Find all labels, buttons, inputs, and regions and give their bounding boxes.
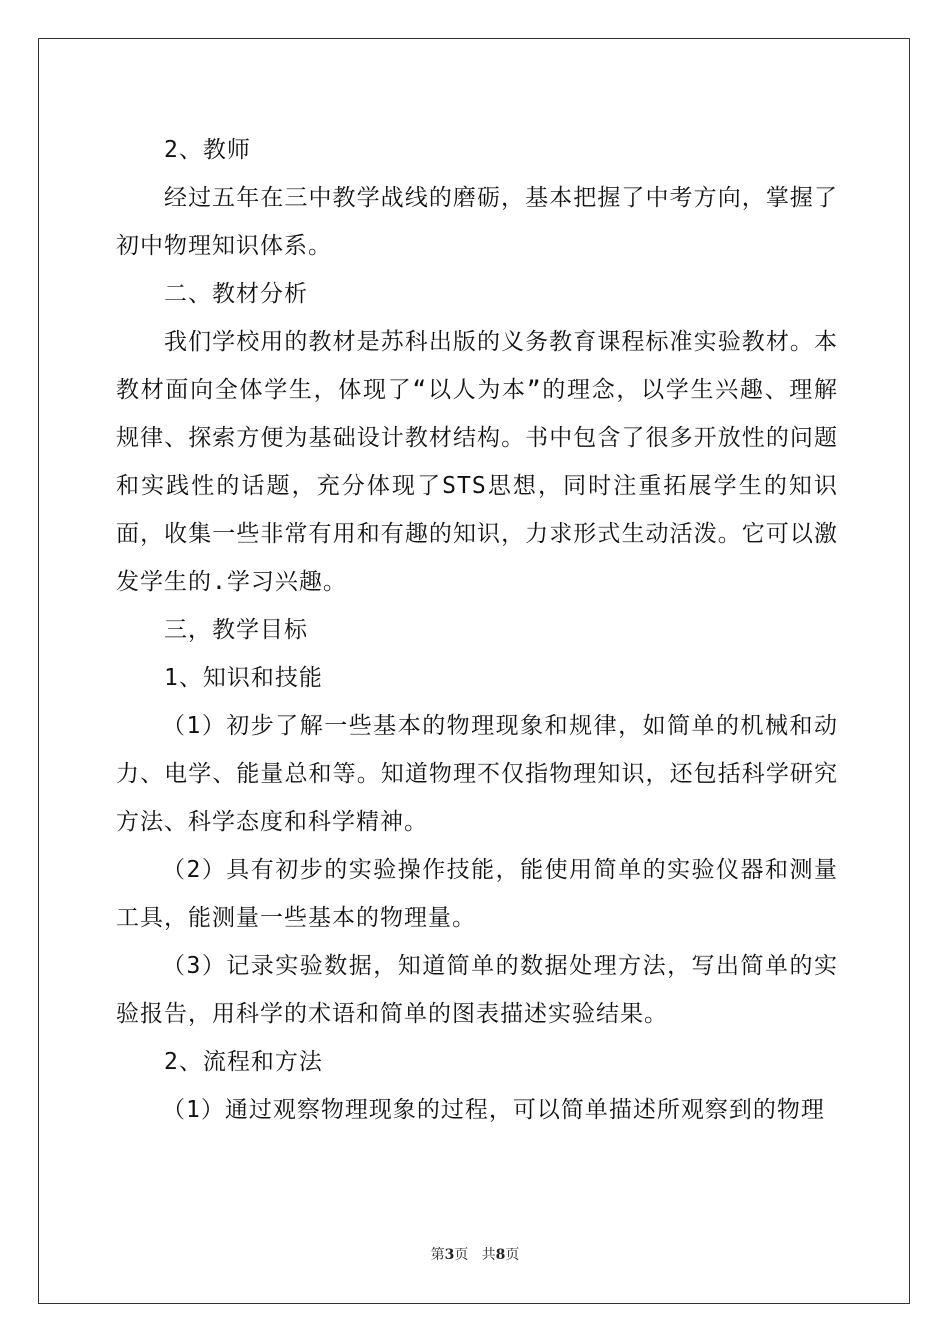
- footer-total-pages: 8: [495, 1247, 506, 1263]
- heading-process-methods: 2、流程和方法: [164, 1049, 323, 1075]
- list-item-process-1: （1）通过观察物理现象的过程，可以简单描述所观察到的物理: [162, 1097, 825, 1123]
- footer-middle: 页 共: [454, 1247, 496, 1263]
- page-footer: [0, 1244, 950, 1264]
- paragraph-textbook-description: 我们学校用的教材是苏科出版的义务教育课程标准实验教材。本教材面向全体学生，体现了“以人为本”的理念，以学生兴趣、理解规律、探索方便为基础设计教材结构。书中包含了很多开放性的问题和实践性的话题，充分体现了STS思想，同时注重拓展学生的知识面，收集一些非常有用和有趣的知识，力求形式生动活泼。它可以激发学生的.学习兴趣。: [116, 329, 838, 595]
- heading-knowledge-skills: 1、知识和技能: [164, 665, 323, 691]
- paragraph-teacher-experience: 经过五年在三中教学战线的磨砺，基本把握了中考方向，掌握了初中物理知识体系。: [116, 185, 838, 259]
- heading-teacher: 2、教师: [164, 137, 251, 163]
- list-item-goal-3: （3）记录实验数据，知道简单的数据处理方法，写出简单的实验报告，用科学的术语和简单的图表描述实验结果。: [116, 953, 838, 1027]
- footer-current-page: 3: [444, 1247, 455, 1263]
- footer-suffix: 页: [505, 1247, 520, 1263]
- document-body: [116, 126, 838, 1134]
- footer-prefix: 第: [430, 1247, 445, 1263]
- heading-textbook-analysis: 二、教材分析: [164, 281, 308, 307]
- heading-teaching-goals: 三，教学目标: [164, 617, 308, 643]
- list-item-goal-1: （1）初步了解一些基本的物理现象和规律，如简单的机械和动力、电学、能量总和等。知道物理不仅指物理知识，还包括科学研究方法、科学态度和科学精神。: [116, 713, 838, 835]
- list-item-goal-2: （2）具有初步的实验操作技能，能使用简单的实验仪器和测量工具，能测量一些基本的物理量。: [116, 857, 838, 931]
